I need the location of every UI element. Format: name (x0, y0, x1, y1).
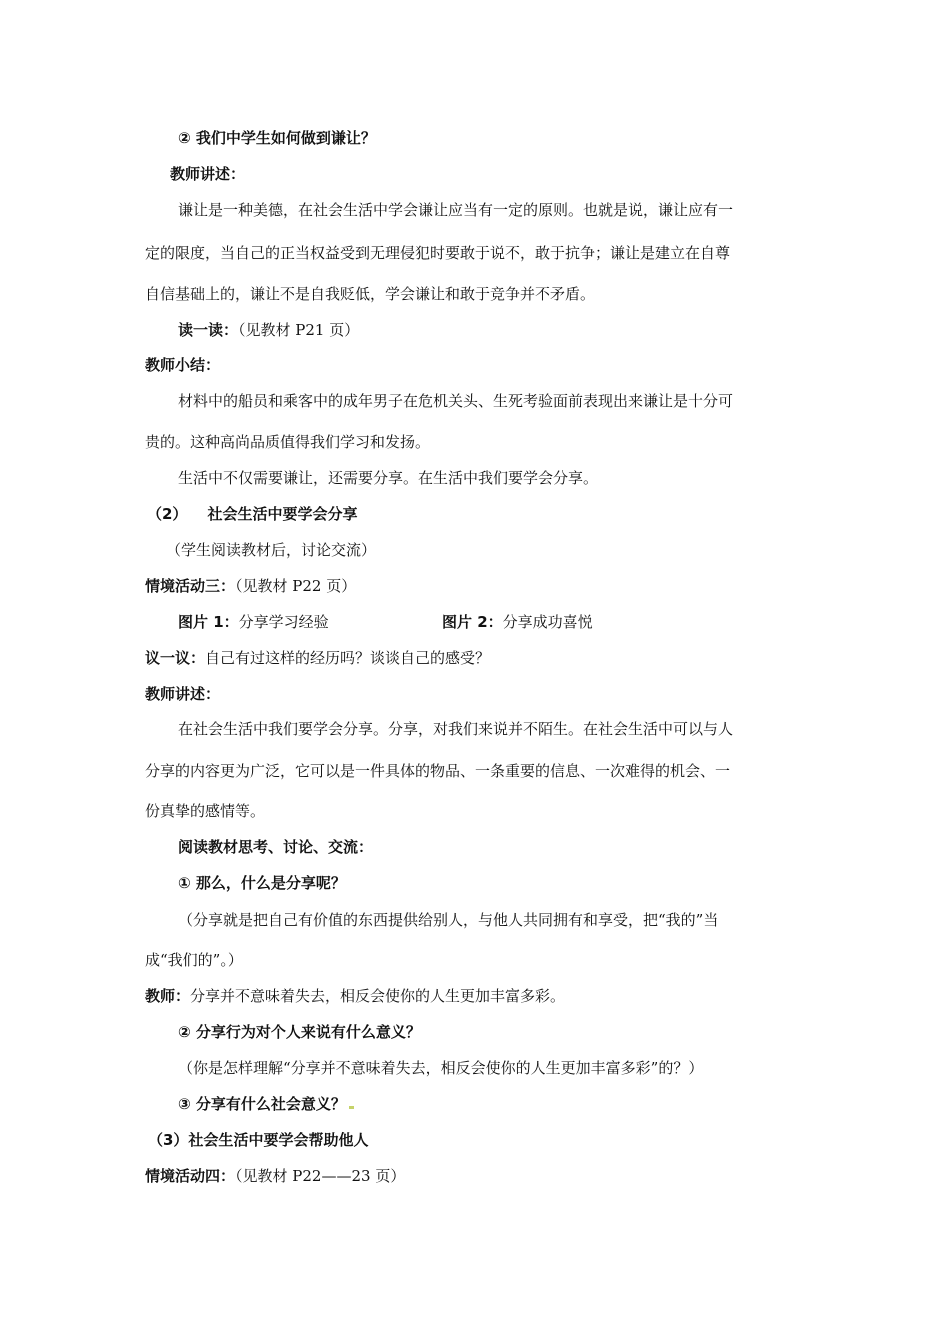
teacher-narrate-heading: 教师讲述： (170, 165, 246, 183)
picture-1-line (178, 612, 329, 632)
picture-1-caption: 分享学习经验 (238, 613, 329, 631)
read-label: 读一读： (178, 321, 239, 339)
activity-4-label: 情境活动四： (145, 1167, 236, 1185)
section-2-heading (147, 504, 357, 524)
answer-2: （你是怎样理解“分享并不意味着失去，相反会使你的人生更加丰富多彩”的？） (178, 1059, 704, 1077)
section-2-number: （2） (147, 505, 188, 523)
picture-2-label: 图片 2： (442, 613, 503, 631)
activity-4-reference: （见教材 P22——23 页） (235, 1167, 406, 1185)
read-think-heading: 阅读教材思考、讨论、交流： (178, 838, 374, 856)
activity-3-reference: （见教材 P22 页） (235, 577, 357, 595)
paragraph-line: 材料中的船员和乘客中的成年男子在危机关头、生死考验面前表现出来谦让是十分可 (178, 392, 734, 410)
activity-3-label: 情境活动三： (145, 577, 236, 595)
read-line (178, 320, 359, 340)
question-2-heading: ② 我们中学生如何做到谦让？ (178, 129, 376, 147)
question-3-line (178, 1094, 354, 1114)
activity-4-line (145, 1166, 405, 1186)
answer-1-line: 成“我们的”。） (145, 951, 243, 969)
paragraph-line: 自信基础上的，谦让不是自我贬低，学会谦让和敢于竞争并不矛盾。 (145, 285, 596, 303)
paragraph-line: 谦让是一种美德，在社会生活中学会谦让应当有一定的原则。也就是说，谦让应有一 (178, 201, 734, 219)
answer-1-line: （分享就是把自己有价值的东西提供给别人，与他人共同拥有和享受，把“我的”当 (178, 911, 719, 929)
picture-2-caption: 分享成功喜悦 (502, 613, 593, 631)
paragraph-line: 定的限度，当自己的正当权益受到无理侵犯时要敢于说不，敢于抗争；谦让是建立在自尊 (145, 244, 731, 262)
discuss-question: 自己有过这样的经历吗？谈谈自己的感受？ (205, 649, 491, 667)
teacher-summary-heading: 教师小结： (145, 356, 221, 374)
activity-3-line (145, 576, 356, 596)
edit-marker (349, 1106, 354, 1109)
section-3-heading: （3）社会生活中要学会帮助他人 (148, 1131, 369, 1149)
teacher-statement: 分享并不意味着失去，相反会使你的人生更加丰富多彩。 (190, 987, 566, 1005)
question-3: ③ 分享有什么社会意义？ (178, 1095, 346, 1113)
section-2-title: 社会生活中要学会分享 (207, 505, 358, 523)
paragraph-line: 份真挚的感情等。 (145, 802, 266, 820)
question-2: ② 分享行为对个人来说有什么意义？ (178, 1023, 421, 1041)
teacher-line (145, 986, 565, 1006)
picture-2-line (442, 612, 593, 632)
teacher-label: 教师： (145, 987, 191, 1005)
picture-1-label: 图片 1： (178, 613, 239, 631)
paragraph-line: 在社会生活中我们要学会分享。分享，对我们来说并不陌生。在社会生活中可以与人 (178, 720, 734, 738)
question-1: ① 那么，什么是分享呢？ (178, 874, 346, 892)
student-read-note: （学生阅读教材后，讨论交流） (166, 541, 377, 559)
paragraph-line: 生活中不仅需要谦让，还需要分享。在生活中我们要学会分享。 (178, 469, 599, 487)
paragraph-line: 分享的内容更为广泛，它可以是一件具体的物品、一条重要的信息、一次难得的机会、一 (145, 762, 731, 780)
read-reference: （见教材 P21 页） (238, 321, 360, 339)
discuss-label: 议一议： (145, 649, 206, 667)
discuss-line (145, 648, 490, 668)
teacher-narrate-heading: 教师讲述： (145, 685, 221, 703)
paragraph-line: 贵的。这种高尚品质值得我们学习和发扬。 (145, 433, 431, 451)
